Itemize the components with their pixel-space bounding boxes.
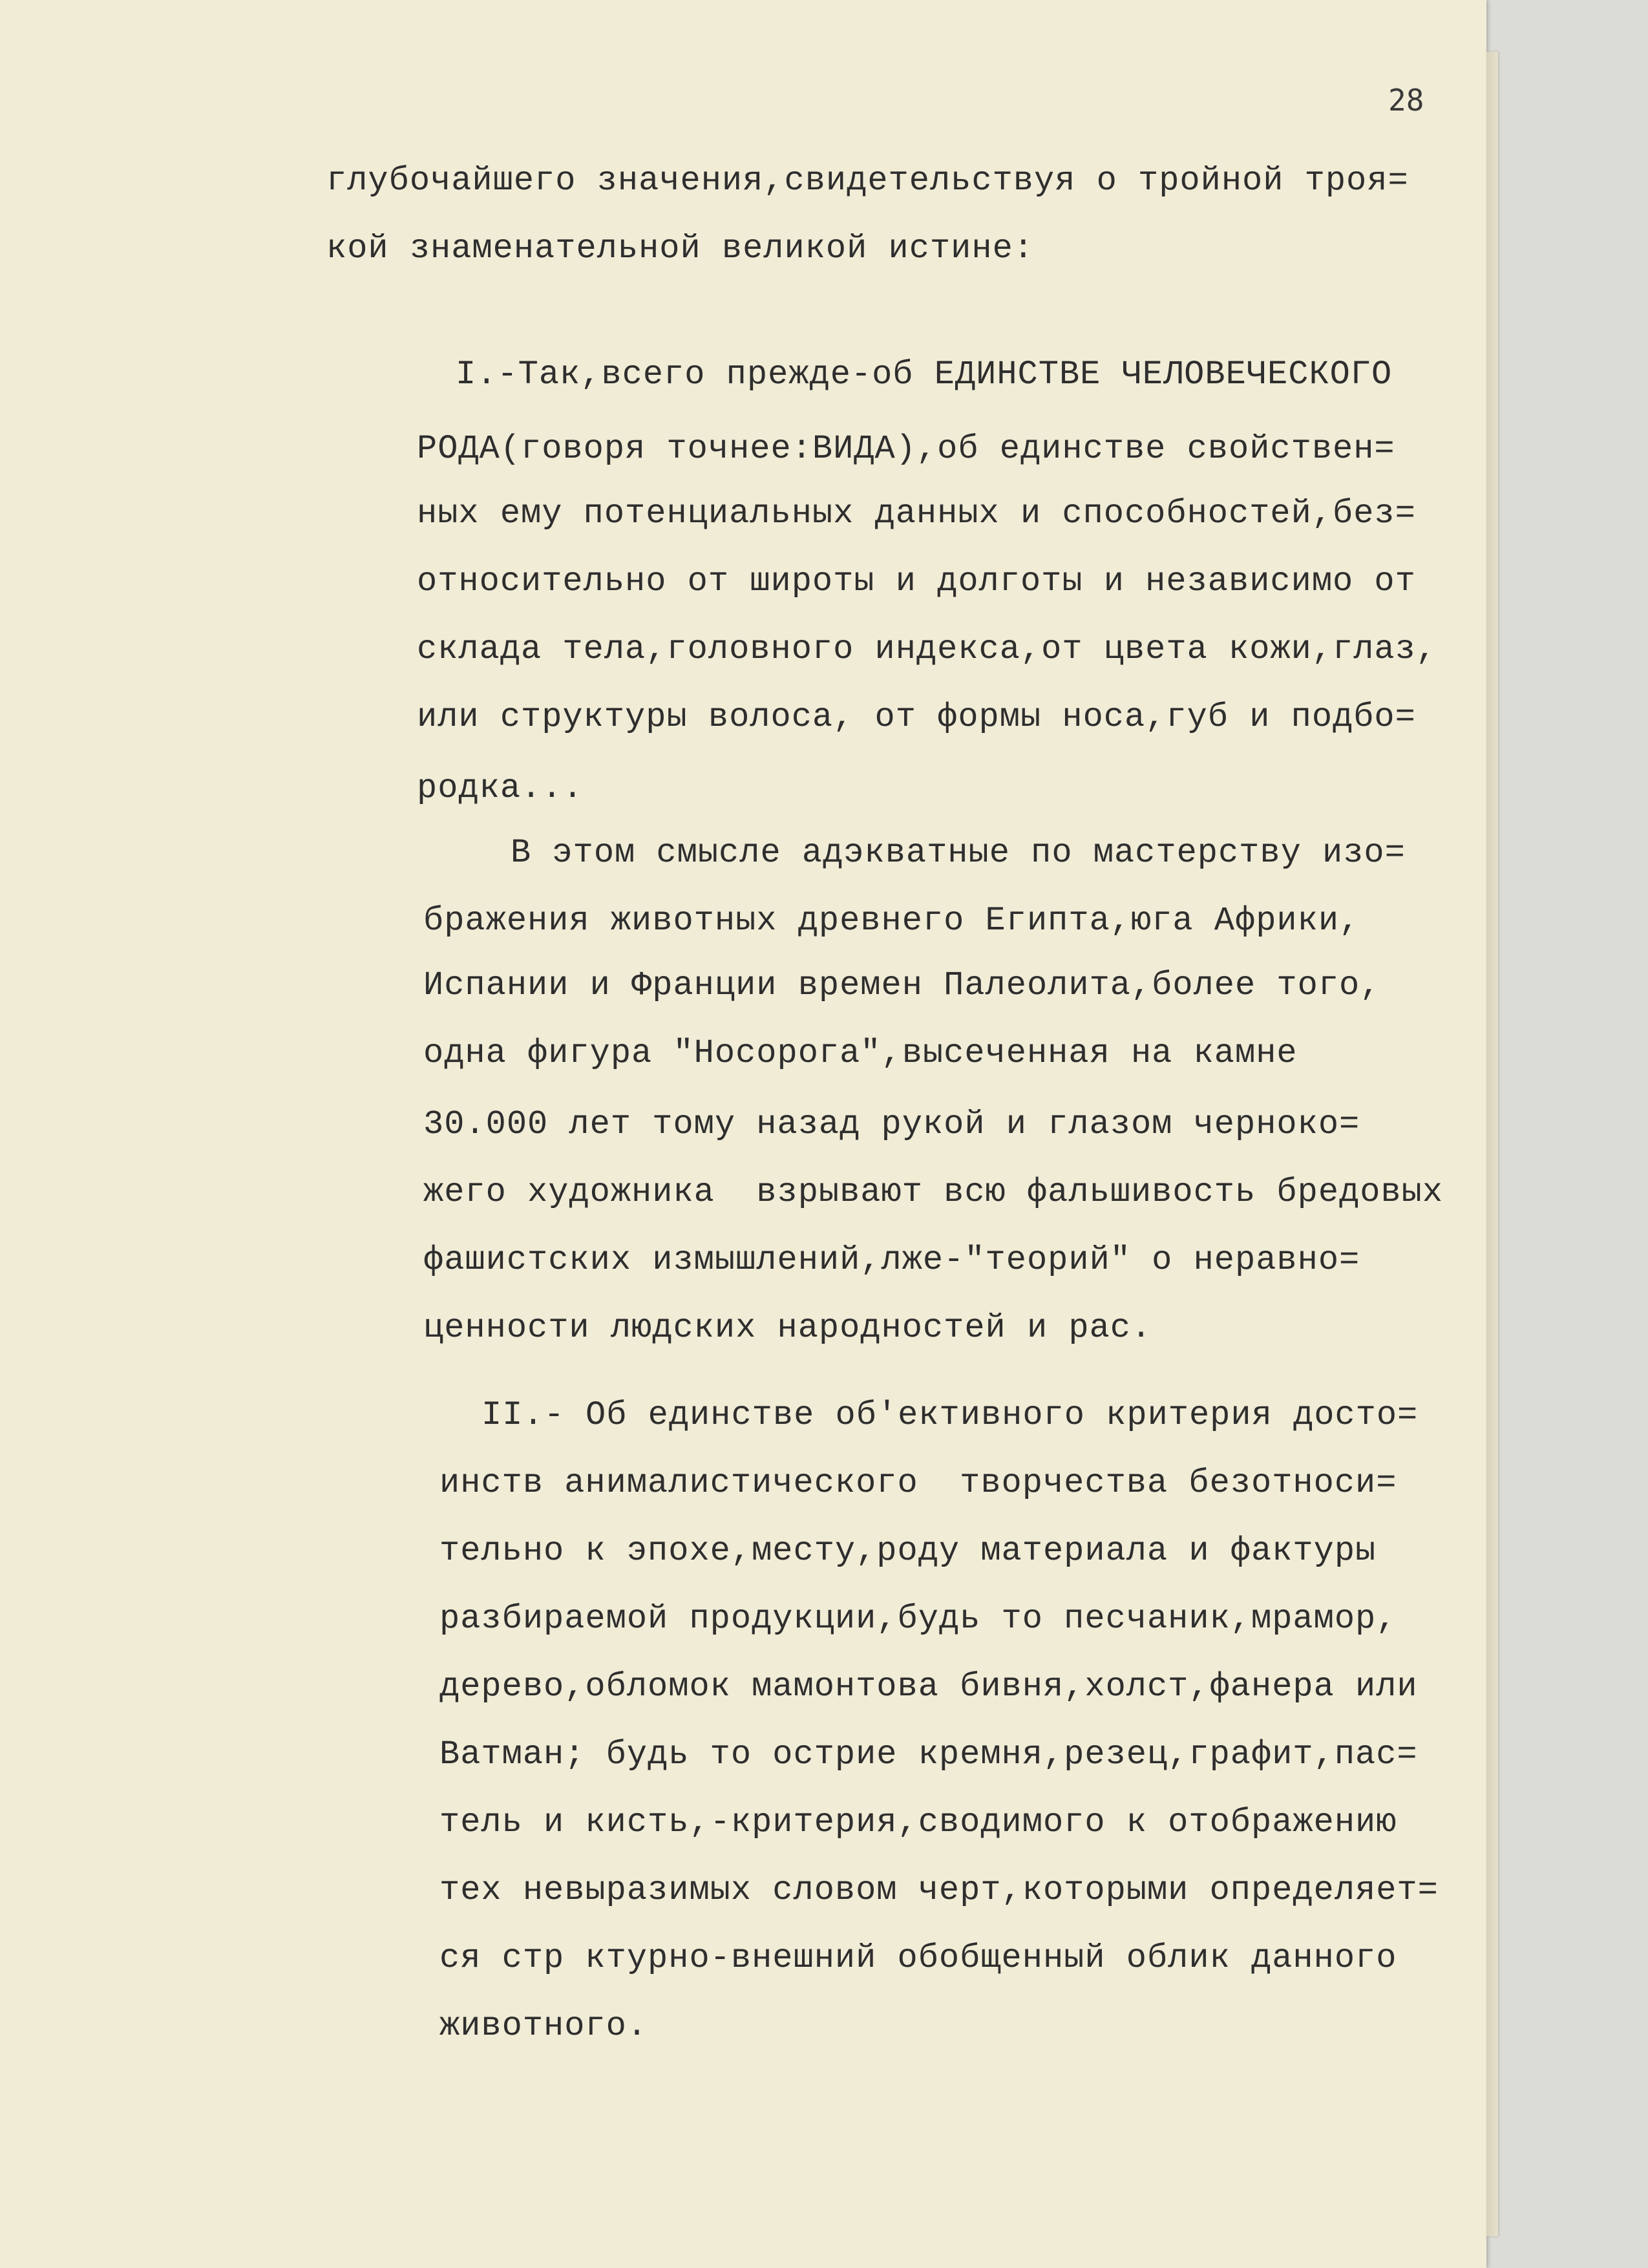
paragraph-line: одна фигура "Носорога",высеченная на камне (423, 1034, 1298, 1072)
section-2-line: ся стр ктурно-внешний обобщенный облик данного (439, 1939, 1397, 1977)
section-1-line: относительно от широты и долготы и независимо от (417, 562, 1416, 600)
section-2-line: тельно к эпохе,месту,роду материала и фактуры (439, 1532, 1377, 1570)
section-2-line: дерево,обломок мамонтова бивня,холст,фанера или (439, 1668, 1418, 1706)
section-2-line: тель и кисть,-критерия,сводимого к отображению (439, 1803, 1397, 1841)
section-2-line: Ватман; будь то острие кремня,резец,графит,пас= (439, 1735, 1418, 1774)
section-1-line: склада тела,головного индекса,от цвета кожи,глаз, (417, 630, 1437, 668)
section-1-line: РОДА(говоря точнее:ВИДА),об единстве свойствен= (417, 430, 1395, 468)
paragraph-line: ценности людских народностей и рас. (423, 1309, 1152, 1347)
paragraph-line: 30.000 лет тому назад рукой и глазом черноко= (423, 1105, 1360, 1143)
paragraph-line: Испании и Франции времен Палеолита,более того, (423, 966, 1381, 1004)
paragraph-line: В этом смысле адэкватные по мастерству изо= (511, 834, 1406, 872)
section-2-line: тех невыразимых словом черт,которыми определяет= (439, 1871, 1439, 1909)
section-1-line: или структуры волоса, от формы носа,губ и подбо= (417, 698, 1416, 736)
section-1-line: родка... (417, 769, 584, 807)
paragraph-line: бражения животных древнего Египта,юга Африки, (423, 902, 1360, 940)
section-1-line: ных ему потенциальных данных и способностей,без= (417, 494, 1416, 533)
section-2-line: II.- Об единстве об'ективного критерия досто= (481, 1396, 1419, 1434)
page-edge (1486, 52, 1498, 2236)
section-2-line: животного. (439, 2007, 648, 2045)
section-2-line: инств анималистического творчества безотноси= (439, 1464, 1397, 1502)
page-number: 28 (1388, 83, 1424, 118)
intro-line: кой знаменательной великой истине: (326, 229, 1034, 268)
section-1-line: I.-Так,всего прежде-об ЕДИНСТВЕ ЧЕЛОВЕЧЕСКОГО (456, 355, 1393, 394)
paragraph-line: фашистских измышлений,лже-"теорий" о неравно= (423, 1241, 1360, 1279)
paragraph-line: жего художника взрывают всю фальшивость бредовых (423, 1173, 1444, 1211)
section-2-line: разбираемой продукции,будь то песчаник,мрамор, (439, 1600, 1397, 1638)
intro-line: глубочайшего значения,свидетельствуя о тройной троя= (326, 162, 1409, 200)
